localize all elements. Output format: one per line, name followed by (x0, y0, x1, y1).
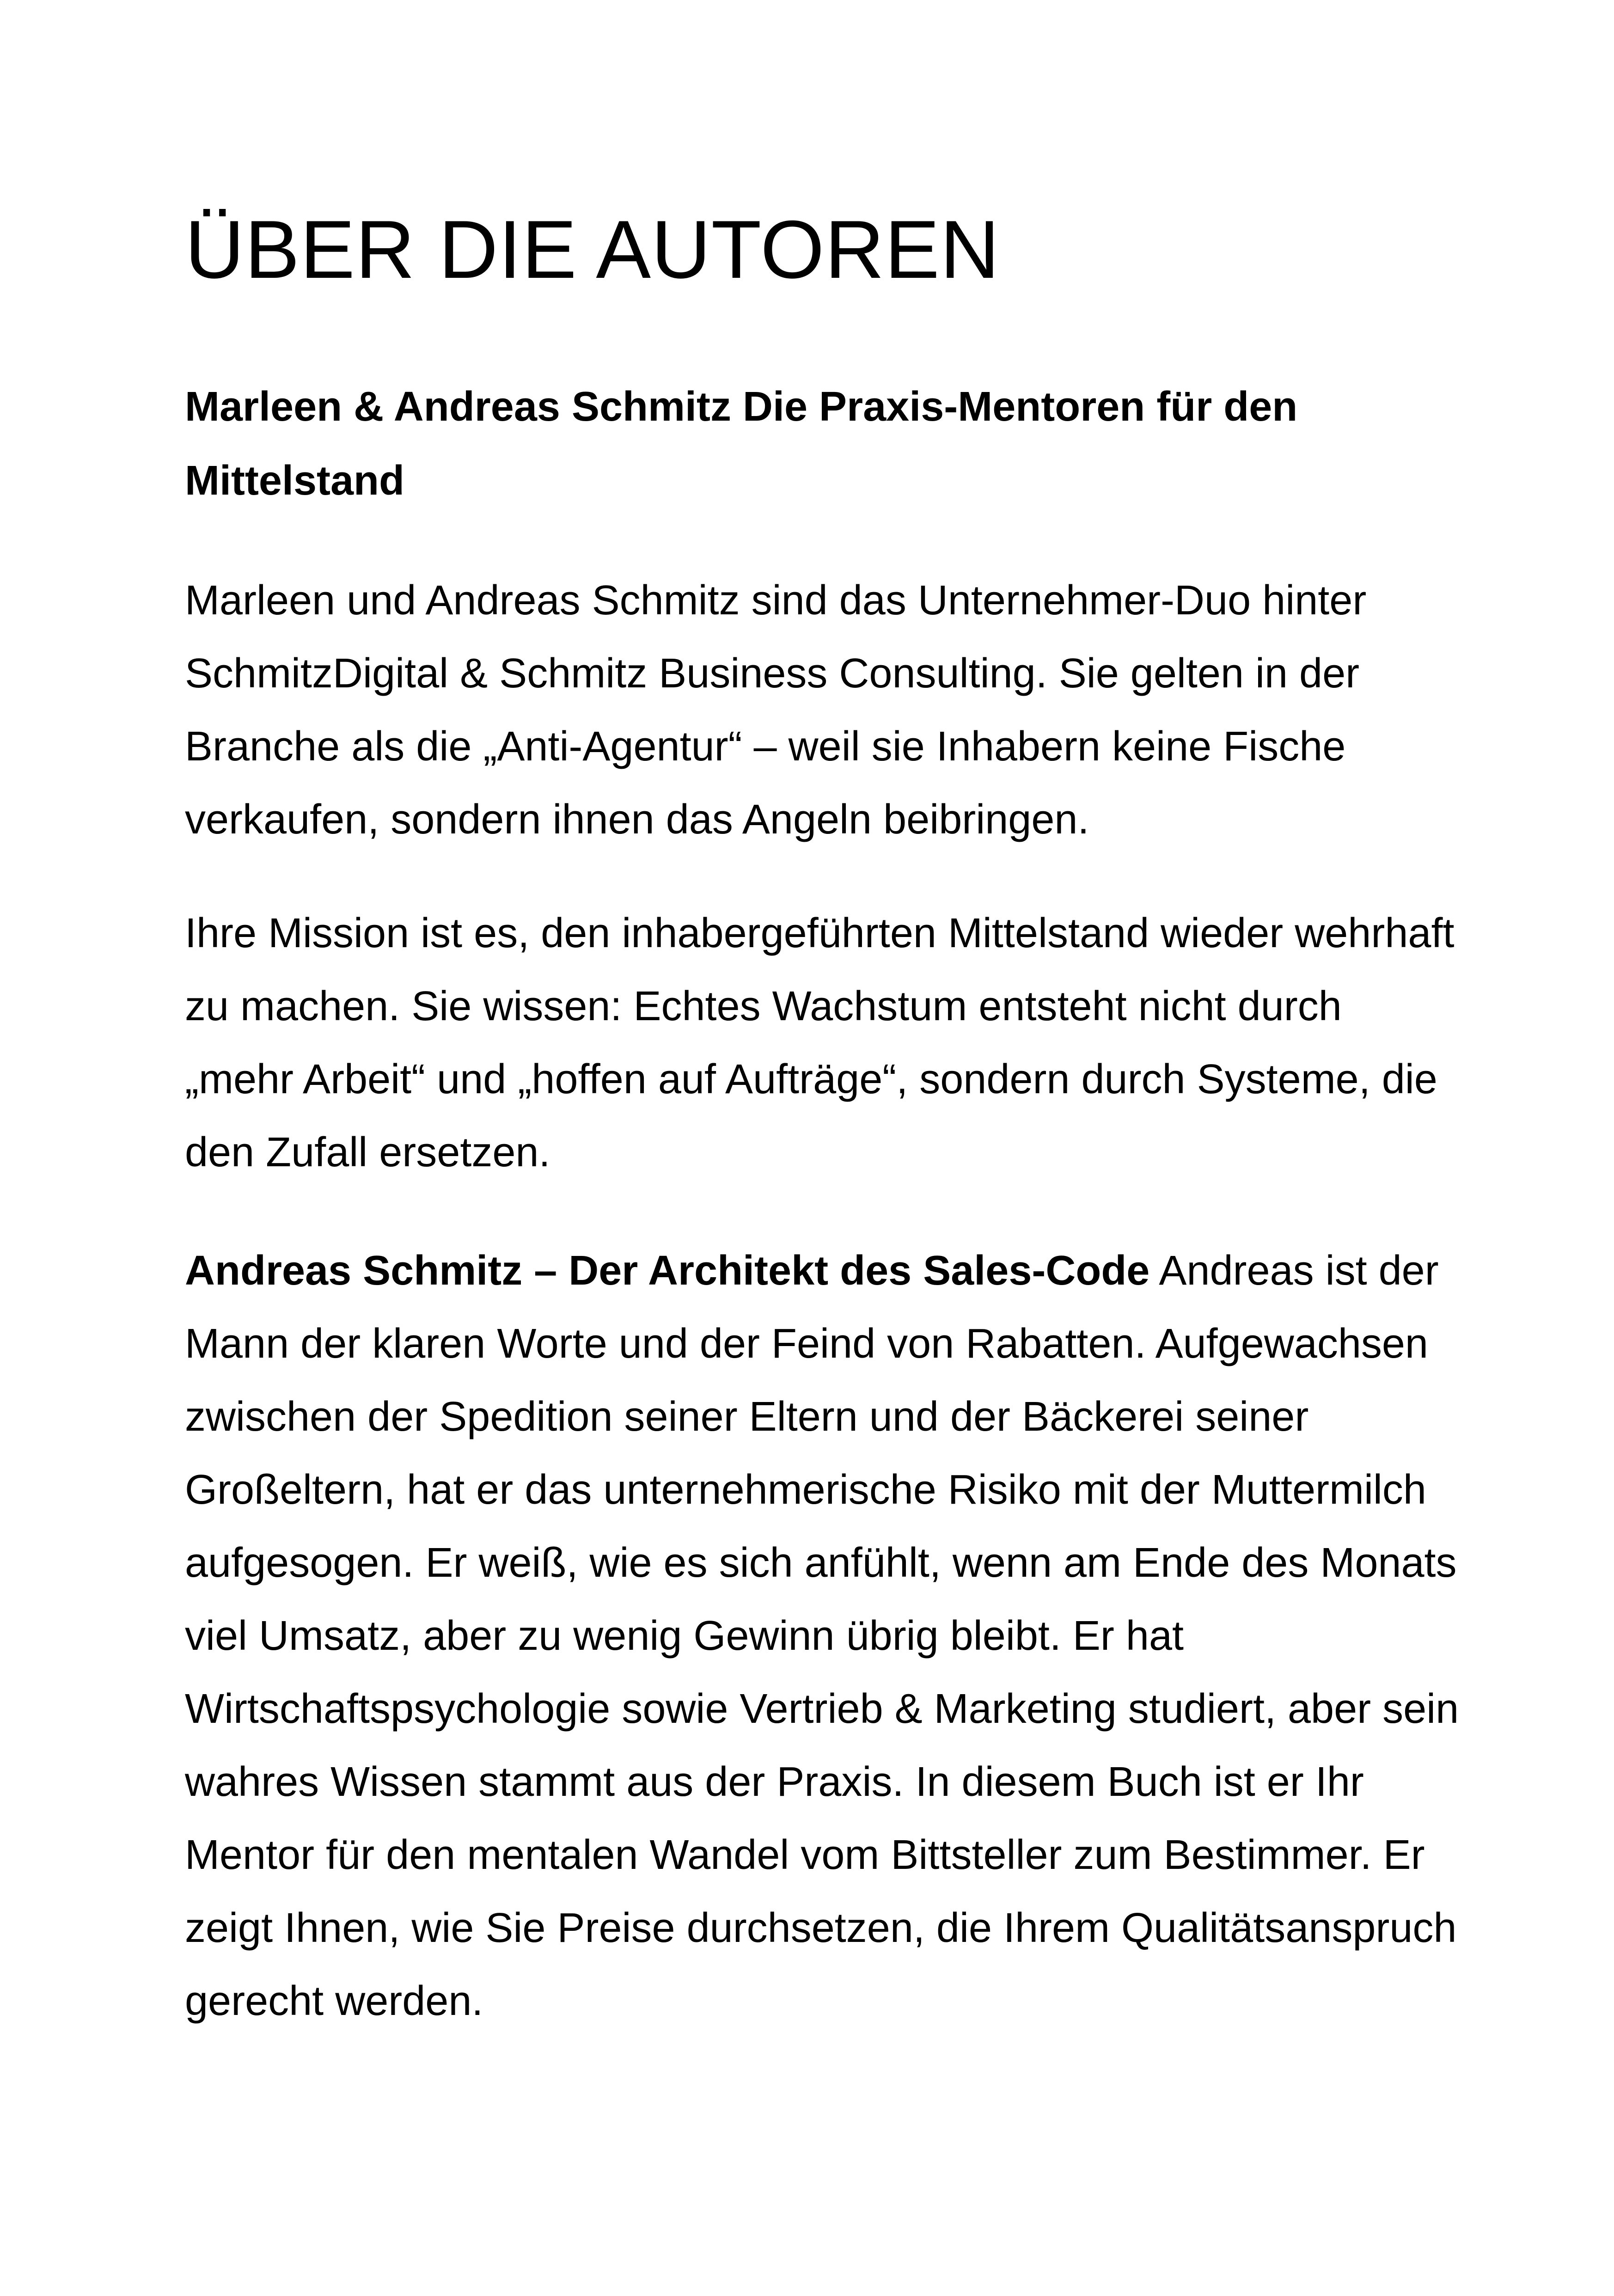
andreas-body: Andreas ist der Mann der klaren Worte und der Feind von Rabatten. Aufgewachsen zwischen der Spedition seiner Eltern und der Bäckerei seiner Großeltern, hat er das unternehmerische Risiko mit der Muttermilch aufgesogen. Er weiß, wie es sich anfühlt, wenn am Ende des Monats viel Umsatz, aber zu wenig Gewinn übrig bleibt. Er hat Wirtschaftspsychologie sowie Vertrieb & Marketing studiert, aber sein wahres Wissen stammt aus der Praxis. In diesem Buch ist er Ihr Mentor für den mentalen Wandel vom Bittsteller zum Bestimmer. Er zeigt Ihnen, wie Sie Preise durchsetzen, die Ihrem Qualitätsanspruch gerecht werden. (185, 1248, 1459, 2024)
mission-paragraph: Ihre Mission ist es, den inhabergeführten Mittelstand wieder wehrhaft zu machen. Sie wissen: Echtes Wachstum entsteht nicht durch „mehr Arbeit“ und „hoffen auf Aufträge“, sondern durch Systeme, die den Zufall ersetzen. (185, 910, 1455, 1176)
intro-paragraph: Marleen und Andreas Schmitz sind das Unternehmer-Duo hinter SchmitzDigital & Schmitz Business Consulting. Sie gelten in der Branche als die „Anti-Agentur“ – weil sie Inhabern keine Fische verkaufen, sondern ihnen das Angeln beibringen. (185, 577, 1367, 843)
authors-subtitle: Marleen & Andreas Schmitz Die Praxis-Mentoren für den Mittelstand (185, 384, 1298, 504)
andreas-paragraph (185, 1234, 1461, 2038)
page-title: ÜBER DIE AUTOREN (185, 203, 1000, 295)
andreas-heading: Andreas Schmitz – Der Architekt des Sales-Code (185, 1248, 1150, 1294)
